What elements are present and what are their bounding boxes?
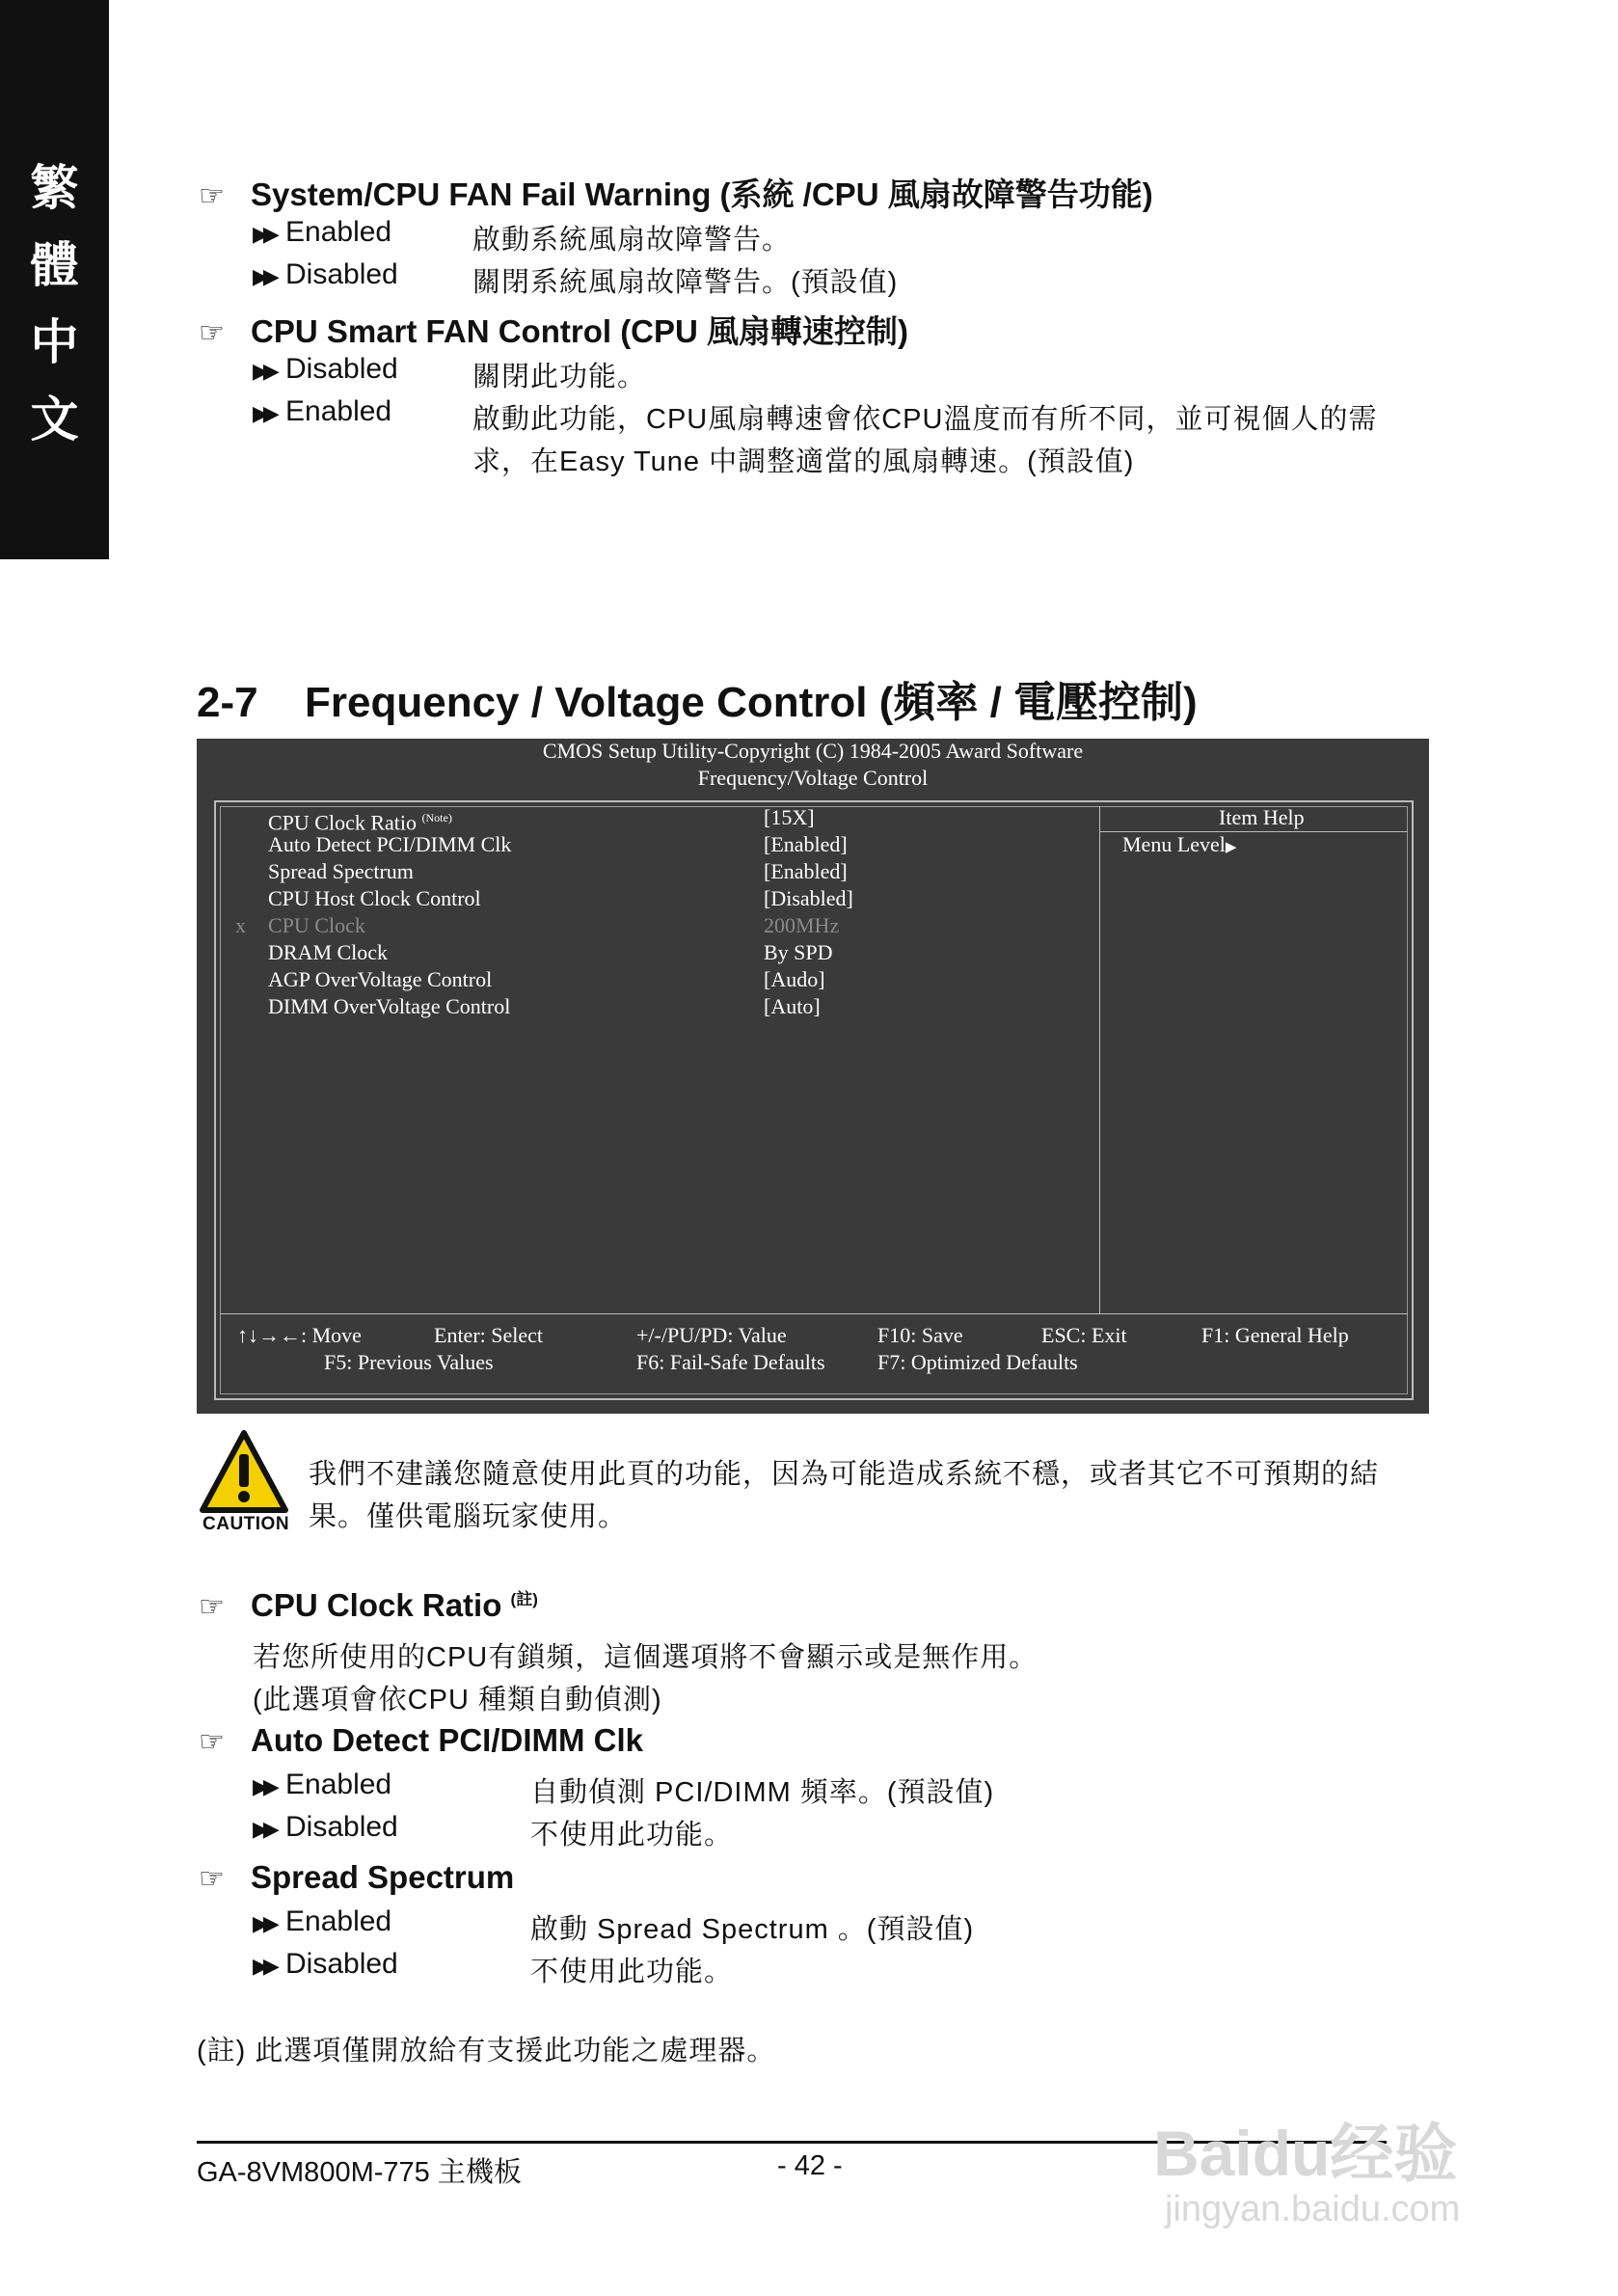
key-select: Enter: Select (434, 1323, 544, 1347)
watermark-url: jingyan.baidu.com (1165, 2189, 1461, 2229)
cpu-ratio-note: (註) (510, 1590, 538, 1608)
bios-header-title: Frequency/Voltage Control (697, 766, 929, 790)
key-save: F10: Save (877, 1323, 963, 1347)
footnote: (註) 此選項僅開放給有支援此功能之處理器。 (197, 2036, 776, 2066)
option-desc: 啟動此功能，CPU風扇轉速會依CPU溫度而有所不同，並可視個人的需 (472, 404, 1378, 435)
footer-model: GA-8VM800M-775 主機板 (197, 2157, 522, 2188)
side-tab-char: 文 (30, 391, 79, 447)
option-desc: 不使用此功能。 (530, 1820, 734, 1850)
option-desc: 關閉系統風扇故障警告。(預設值) (472, 267, 899, 298)
fan-warning-title: System/CPU FAN Fail Warning (系統 /CPU 風扇故障警告功能) (251, 176, 1153, 212)
option-name: Disabled (285, 258, 398, 290)
bios-item-agp-voltage[interactable]: AGP OverVoltage Control (268, 967, 493, 991)
fan-warning-heading (199, 170, 1153, 215)
bios-item-dram-clock[interactable]: DRAM Clock (268, 940, 389, 964)
key-value: +/-/PU/PD: Value (636, 1323, 787, 1347)
option-row (253, 258, 398, 291)
warning-triangle-icon (199, 1429, 289, 1514)
option-name: Enabled (285, 216, 392, 248)
bios-screen (197, 739, 1429, 1414)
option-row (253, 1948, 398, 1981)
key-exit: ESC: Exit (1041, 1323, 1127, 1347)
option-desc: 自動偵測 PCI/DIMM 頻率。(預設值) (530, 1777, 995, 1808)
double-arrow-icon: ▶▶ (253, 1817, 274, 1841)
double-arrow-icon: ▶▶ (253, 264, 274, 288)
bios-item-cpu-clock-ratio[interactable]: CPU Clock Ratio $^{(Note)}$ (268, 810, 452, 835)
bios-item-value[interactable]: [Disabled] (764, 886, 853, 910)
bios-item-spread-spectrum[interactable]: Spread Spectrum (268, 859, 414, 883)
option-name: Disabled (285, 1948, 398, 1980)
item-help-title: Item Help (1219, 805, 1305, 829)
bios-header-copyright: CMOS Setup Utility-Copyright (C) 1984-2005 Award Software (542, 739, 1084, 763)
cpu-ratio-desc: (此選項會依CPU 種類自動偵測) (253, 1685, 662, 1715)
option-desc: 關閉此功能。 (472, 362, 647, 392)
auto-detect-heading (199, 1722, 643, 1759)
caution-text-line: 我們不建議您隨意使用此頁的功能，因為可能造成系統不穩，或者其它不可預期的結 (309, 1459, 1380, 1490)
option-row (253, 1811, 398, 1844)
double-arrow-icon: ▶▶ (253, 359, 274, 383)
double-arrow-icon: ▶▶ (253, 1954, 274, 1978)
option-name: Enabled (285, 1905, 392, 1937)
option-name: Disabled (285, 353, 398, 385)
option-row (253, 216, 391, 249)
smart-fan-title: CPU Smart FAN Control (CPU 風扇轉速控制) (251, 313, 909, 349)
pointing-hand-icon: ☞ (199, 1726, 225, 1758)
option-name: Enabled (285, 1769, 392, 1800)
double-arrow-icon: ▶▶ (253, 401, 274, 425)
caution-sign (199, 1429, 293, 1533)
option-name: Disabled (285, 1811, 398, 1843)
option-row (253, 353, 398, 386)
bios-item-cpu-clock: CPU Clock (268, 913, 365, 937)
option-row (253, 1769, 391, 1801)
bios-item-value: 200MHz (764, 913, 840, 937)
bios-item-value[interactable]: [Enabled] (764, 859, 848, 883)
double-arrow-icon: ▶▶ (253, 1911, 274, 1935)
pointing-hand-icon: ☞ (199, 1591, 225, 1623)
spread-heading (199, 1859, 514, 1896)
pointing-hand-icon: ☞ (199, 1863, 225, 1895)
option-desc: 啟動 Spread Spectrum 。(預設值) (530, 1914, 975, 1945)
caution-text-line: 果。僅供電腦玩家使用。 (309, 1501, 628, 1532)
option-desc-continued: 求，在Easy Tune 中調整適當的風扇轉速。(預設值) (472, 446, 1135, 477)
key-help: F1: General Help (1201, 1323, 1349, 1347)
watermark-brand: Baidu经验 (1153, 2118, 1458, 2189)
option-desc: 啟動系統風扇故障警告。 (472, 225, 792, 256)
option-row (253, 1905, 391, 1938)
option-name: Enabled (285, 395, 392, 427)
language-side-tab (0, 0, 109, 559)
smart-fan-heading (199, 307, 908, 352)
option-row (253, 395, 391, 428)
double-arrow-icon: ▶▶ (253, 222, 274, 246)
bios-item-value[interactable]: By SPD (764, 940, 833, 964)
menu-level: Menu Level▶ (1122, 832, 1237, 856)
bios-item-value[interactable]: [Enabled] (764, 832, 848, 856)
key-previous-values: F5: Previous Values (324, 1350, 494, 1374)
bios-item-value[interactable]: [Audo] (764, 967, 825, 991)
auto-detect-title: Auto Detect PCI/DIMM Clk (251, 1722, 644, 1758)
cpu-ratio-title: CPU Clock Ratio (251, 1587, 502, 1623)
cpu-ratio-heading (199, 1585, 538, 1624)
option-desc: 不使用此功能。 (530, 1957, 734, 1987)
cpu-ratio-desc: 若您所使用的CPU有鎖頻，這個選項將不會顯示或是無作用。 (253, 1642, 1038, 1673)
section-number: 2-7 (197, 679, 258, 726)
bios-panel (214, 800, 1414, 1400)
bios-item-host-clock[interactable]: CPU Host Clock Control (268, 886, 481, 910)
side-tab-char: 繁 (30, 159, 79, 216)
page-number: - 42 - (777, 2150, 843, 2181)
key-fail-safe: F6: Fail-Safe Defaults (636, 1350, 825, 1374)
pointing-hand-icon: ☞ (199, 180, 225, 212)
bios-item-disabled-marker: x (235, 913, 246, 937)
bios-item-auto-detect[interactable]: Auto Detect PCI/DIMM Clk (268, 832, 512, 856)
bios-item-value[interactable]: [Auto] (764, 994, 821, 1018)
section-title (197, 667, 1198, 729)
side-tab-char: 體 (30, 236, 79, 293)
double-arrow-icon: ▶▶ (253, 1774, 274, 1798)
pointing-hand-icon: ☞ (199, 317, 225, 349)
side-tab-char: 中 (30, 313, 79, 370)
section-heading: Frequency / Voltage Control (頻率 / 電壓控制) (305, 679, 1198, 726)
bios-item-dimm-voltage[interactable]: DIMM OverVoltage Control (268, 994, 511, 1018)
spread-title: Spread Spectrum (251, 1859, 515, 1895)
menu-level-arrow-icon: ▶ (1225, 840, 1237, 855)
key-move: ↑↓→←: Move (237, 1323, 362, 1347)
bios-item-value[interactable]: [15X] (764, 805, 815, 829)
caution-label: CAUTION (202, 1514, 290, 1534)
key-optimized: F7: Optimized Defaults (877, 1350, 1078, 1374)
